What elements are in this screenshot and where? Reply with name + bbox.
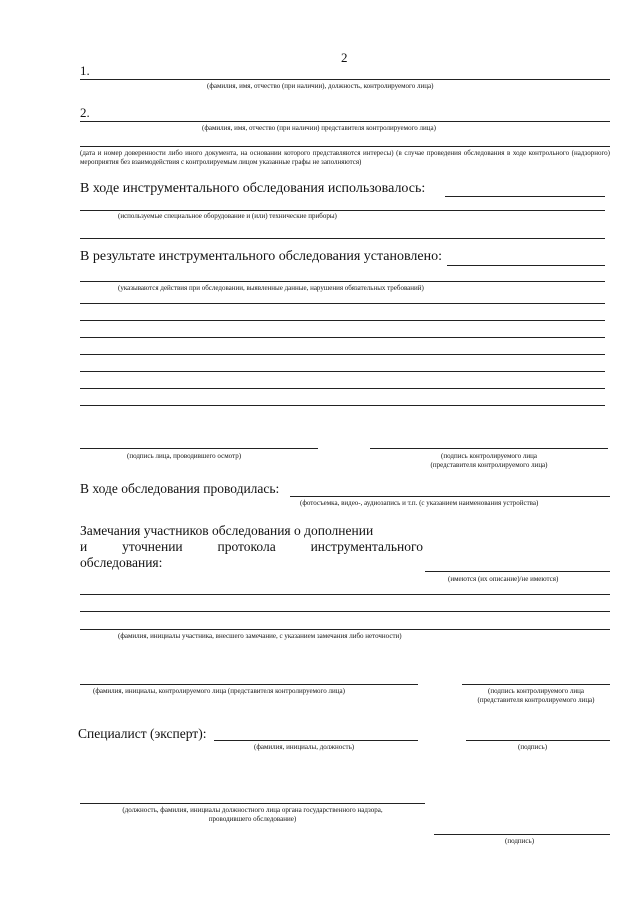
specialist-label: Специалист (эксперт):	[78, 726, 207, 741]
participant-caption: (фамилия, инициалы участника, внесшего замечание, с указанием замечания либо неточности)	[118, 632, 402, 640]
remarks-line3: обследования:	[80, 555, 163, 570]
remarks-line	[80, 594, 610, 595]
result-line-inline	[447, 265, 605, 266]
remarks-text	[80, 523, 423, 571]
controlled-name-line	[80, 684, 418, 685]
item2-line	[80, 121, 610, 122]
result-line	[80, 281, 605, 282]
item1-line	[80, 79, 610, 80]
controlled-sign-caption-line1: (подпись контролируемого лица	[441, 452, 537, 460]
remarks-line2	[80, 539, 423, 555]
used-line	[80, 210, 605, 211]
official-sign-caption: (подпись)	[505, 837, 535, 845]
controlled-sign2-caption	[462, 687, 610, 705]
used-heading: В ходе инструментального обследования использовалось:	[80, 181, 426, 196]
remarks-exists-caption: (имеются (их описание)/не имеются)	[448, 575, 559, 583]
result-blank-line	[80, 405, 605, 406]
controlled-sign2-caption-line2: (представителя контролируемого лица)	[477, 696, 595, 704]
item1-caption: (фамилия, имя, отчество (при наличии), должность, контролируемого лица)	[207, 82, 434, 90]
page-number: 2	[341, 50, 348, 65]
controlled-sign-caption	[370, 452, 608, 470]
result-blank-line	[80, 337, 605, 338]
result-blank-line	[80, 320, 605, 321]
recording-heading: В ходе обследования проводилась:	[80, 481, 280, 496]
attorney-line	[80, 146, 610, 147]
specialist-name-caption: (фамилия, инициалы, должность)	[254, 743, 355, 751]
specialist-sign-line	[466, 740, 610, 741]
official-caption-line1: (должность, фамилия, инициалы должностного лица органа государственного надзора,	[122, 806, 383, 814]
official-caption	[80, 806, 425, 824]
remarks-line1: Замечания участников обследования о дополнении	[80, 523, 374, 538]
controlled-sign2-caption-line1: (подпись контролируемого лица	[488, 687, 584, 695]
remarks-word: уточнении	[122, 539, 183, 554]
inspector-sign-line	[80, 448, 318, 449]
item2-number: 2.	[80, 105, 90, 120]
controlled-name-caption: (фамилия, инициалы, контролируемого лица (представителя контролируемого лица)	[93, 687, 345, 695]
specialist-name-line	[214, 740, 418, 741]
controlled-sign-line	[370, 448, 608, 449]
result-blank-line	[80, 303, 605, 304]
recording-line	[290, 496, 610, 497]
result-heading: В результате инструментального обследования установлено:	[80, 249, 442, 264]
remarks-exists-line	[425, 571, 610, 572]
result-caption: (указываются действия при обследовании, выявленные данные, нарушения обязательных требований)	[118, 284, 424, 292]
remarks-line	[80, 611, 610, 612]
remarks-word: инструментального	[310, 539, 423, 554]
official-line	[80, 803, 425, 804]
remarks-line	[80, 629, 610, 630]
controlled-sign-caption-line2: (представителя контролируемого лица)	[430, 461, 548, 469]
recording-caption: (фотосъемка, видео-, аудиозапись и т.п. (с указанием наименования устройства)	[300, 499, 539, 507]
result-blank-line	[80, 388, 605, 389]
used-line-inline	[445, 196, 605, 197]
official-sign-line	[434, 834, 610, 835]
item1-number: 1.	[80, 63, 90, 78]
official-caption-line2: проводившего обследование)	[208, 815, 297, 823]
used-caption: (используемые специальное оборудование и (или) технические приборы)	[118, 212, 337, 220]
used-line-2	[80, 238, 605, 239]
remarks-word: протокола	[217, 539, 276, 554]
inspector-sign-caption: (подпись лица, проводившего осмотр)	[127, 452, 242, 460]
controlled-sign2-line	[462, 684, 610, 685]
item2-caption: (фамилия, имя, отчество (при наличии) представителя контролируемого лица)	[202, 124, 436, 132]
attorney-caption: (дата и номер доверенности либо иного документа, на основании которого представляются интересы) (в случае проведения обследования в ходе контрольного (надзорного) мероприятия без взаимодействия с контролируемым лицом указанные графы не заполняются)	[80, 149, 610, 166]
result-blank-line	[80, 354, 605, 355]
remarks-word: и	[80, 539, 88, 554]
result-blank-line	[80, 371, 605, 372]
specialist-sign-caption: (подпись)	[518, 743, 548, 751]
